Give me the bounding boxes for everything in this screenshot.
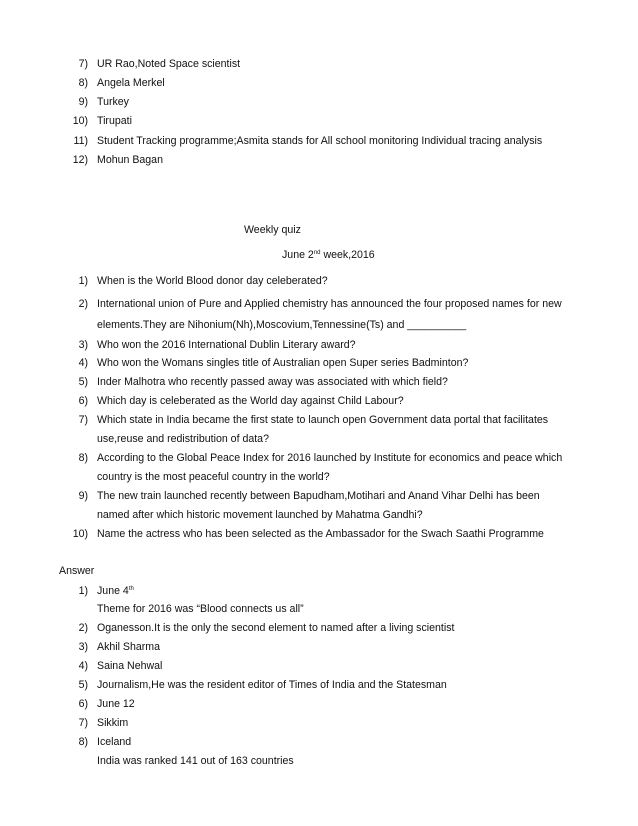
answer-number: 5): [78, 679, 88, 691]
question-text: International union of Pure and Applied chemistry has announced the four proposed names for new: [97, 298, 562, 310]
answer-number: 1): [78, 585, 88, 597]
question-number: 5): [78, 376, 88, 388]
answer-text-prefix: June 4: [97, 585, 129, 597]
answer-number: 6): [78, 698, 88, 710]
answer-text: Sikkim: [97, 717, 129, 729]
prev-answer-number: 10): [72, 115, 88, 127]
prev-answer-number: 12): [72, 154, 88, 166]
question-number: 8): [78, 452, 88, 464]
question-number: 1): [78, 275, 88, 287]
quiz-title: Weekly quiz: [244, 224, 301, 236]
question-text-continued: named after which historic movement launched by Mahatma Gandhi?: [97, 509, 423, 521]
prev-answer-number: 8): [78, 77, 88, 89]
prev-answer-text: Tirupati: [97, 115, 132, 127]
prev-answer-text: UR Rao,Noted Space scientist: [97, 58, 241, 70]
question-number: 4): [78, 357, 88, 369]
answer-note: India was ranked 141 out of 163 countries: [97, 755, 294, 767]
answer-number: 3): [78, 641, 88, 653]
question-text: Which day is celeberated as the World day against Child Labour?: [97, 395, 404, 407]
prev-answer-text: Turkey: [97, 96, 129, 108]
quiz-date-prefix: June 2: [282, 249, 314, 261]
answer-text: Iceland: [97, 736, 132, 748]
prev-answer-number: 9): [78, 96, 88, 108]
quiz-date: [282, 248, 375, 262]
answer-text: Oganesson.It is the only the second element to named after a living scientist: [97, 622, 455, 634]
question-text-continued: elements.They are Nihonium(Nh),Moscovium,Tennessine(Ts) and __________: [97, 319, 467, 331]
answer-note: Theme for 2016 was “Blood connects us all”: [97, 603, 304, 615]
question-number: 7): [78, 414, 88, 426]
prev-answer-text: Student Tracking programme;Asmita stands for All school monitoring Individual tracing analysis: [97, 135, 543, 147]
question-text: Which state in India became the first state to launch open Government data portal that facilitates: [97, 414, 549, 426]
question-text: According to the Global Peace Index for 2016 launched by Institute for economics and peace which: [97, 452, 563, 464]
prev-answer-number: 7): [78, 58, 88, 70]
question-text-continued: use,reuse and redistribution of data?: [97, 433, 269, 445]
answer-text: June 12: [97, 698, 135, 710]
question-text: Inder Malhotra who recently passed away was associated with which field?: [97, 376, 448, 388]
question-number: 2): [78, 298, 88, 310]
answer-number: 8): [78, 736, 88, 748]
question-text: The new train launched recently between Bapudham,Motihari and Anand Vihar Delhi has been: [97, 490, 540, 502]
prev-answer-number: 11): [73, 135, 88, 147]
question-text: When is the World Blood donor day celeberated?: [97, 275, 328, 287]
question-text: Who won the 2016 International Dublin Literary award?: [97, 339, 356, 351]
question-text: Who won the Womans singles title of Australian open Super series Badminton?: [97, 357, 469, 369]
answer-text: Saina Nehwal: [97, 660, 163, 672]
question-text-continued: country is the most peaceful country in the world?: [97, 471, 330, 483]
answer-number: 2): [78, 622, 88, 634]
answer-text: Journalism,He was the resident editor of Times of India and the Statesman: [97, 679, 447, 691]
prev-answer-text: Angela Merkel: [97, 77, 165, 89]
question-number: 6): [78, 395, 88, 407]
answer-heading: Answer: [59, 565, 95, 577]
answer-text: Akhil Sharma: [97, 641, 160, 653]
question-number: 10): [72, 528, 88, 540]
question-text: Name the actress who has been selected as the Ambassador for the Swach Saathi Programme: [97, 528, 544, 540]
question-number: 9): [78, 490, 88, 502]
question-number: 3): [78, 339, 88, 351]
answer-text: [97, 584, 134, 598]
answer-text-sup: th: [128, 586, 134, 592]
answer-number: 4): [78, 660, 88, 672]
quiz-date-sup: nd: [313, 250, 321, 256]
answer-number: 7): [78, 717, 88, 729]
quiz-date-suffix: week,2016: [320, 249, 375, 261]
prev-answer-text: Mohun Bagan: [97, 154, 163, 166]
